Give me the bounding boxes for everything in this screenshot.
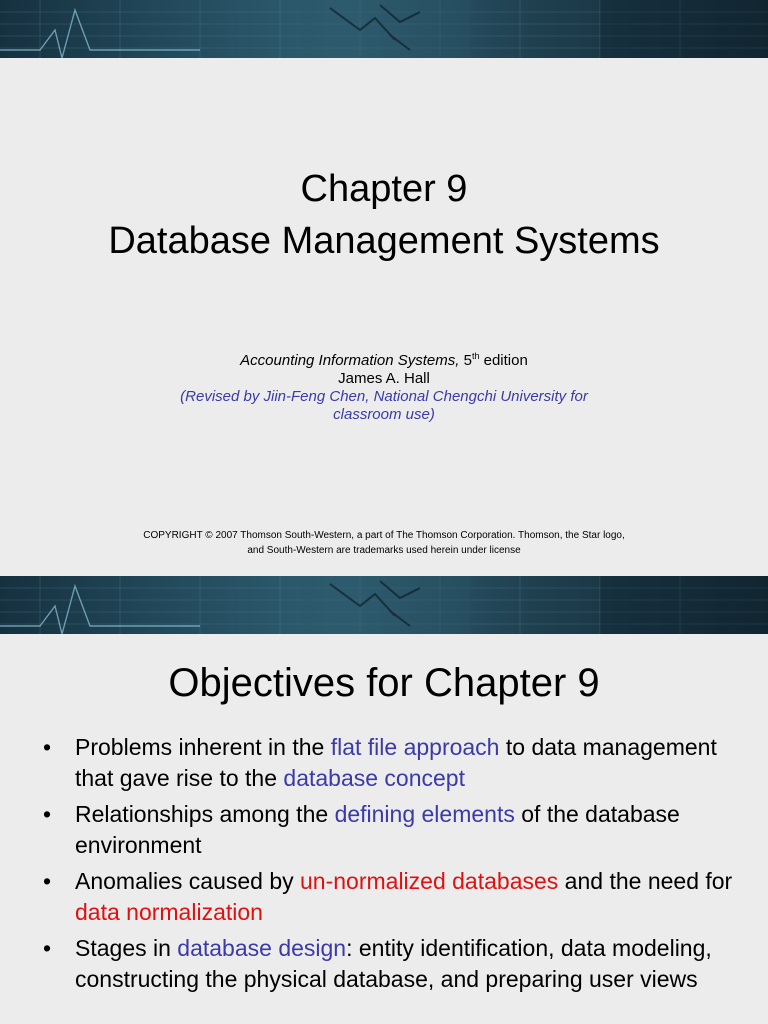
bullet-text: Relationships among the — [75, 801, 335, 827]
banner-graphic — [0, 576, 768, 634]
objectives-list — [43, 732, 743, 1000]
title-line-subject: Database Management Systems — [108, 220, 660, 262]
bullet-icon: • — [43, 868, 52, 894]
top-banner-image — [0, 0, 768, 58]
revision-note-line2: classroom use) — [333, 406, 435, 423]
objectives-slide — [0, 634, 768, 1024]
copyright-line1: COPYRIGHT © 2007 Thomson South-Western, a part of The Thomson Corporation. Thomson, the Star logo, — [143, 530, 625, 541]
list-item — [43, 866, 743, 927]
highlight-term: database design — [177, 935, 347, 961]
copyright-notice — [0, 528, 768, 558]
revision-note-line1: (Revised by Jiin-Feng Chen, National Chengchi University for — [180, 388, 588, 405]
bullet-text: of the database environment — [75, 801, 680, 858]
highlight-term: un-normalized databases — [300, 868, 559, 894]
bullet-text: Anomalies caused by — [75, 868, 301, 894]
author-name: James A. Hall — [338, 370, 430, 387]
edition-number: 5 — [463, 352, 472, 369]
highlight-term: data normalization — [75, 898, 263, 925]
title-slide — [0, 58, 768, 576]
highlight-term: flat file approach — [330, 734, 500, 760]
bullet-icon: • — [43, 734, 52, 760]
bullet-text: Problems inherent in the — [75, 734, 331, 760]
banner-graphic — [0, 0, 768, 58]
book-edition-line — [0, 352, 768, 370]
copyright-line2: and South-Western are trademarks used herein under license — [247, 545, 521, 556]
middle-banner-image — [0, 576, 768, 634]
slide-title — [0, 163, 768, 267]
bullet-text: : entity identification, data modeling, constructing the physical database, and preparing user views — [75, 935, 712, 992]
edition-suffix: th — [471, 351, 480, 361]
bullet-icon: • — [43, 801, 52, 827]
highlight-term: database concept — [283, 764, 465, 791]
list-item — [43, 732, 743, 793]
bullet-text: Stages in — [75, 935, 178, 961]
list-item — [43, 933, 743, 994]
title-line-chapter: Chapter 9 — [300, 168, 468, 210]
highlight-term: defining elements — [334, 801, 515, 827]
list-item — [43, 799, 743, 860]
objectives-title: Objectives for Chapter 9 — [168, 661, 600, 705]
bullet-text: to data management that gave rise to the — [75, 734, 717, 791]
edition-word: edition — [483, 352, 528, 369]
book-title: Accounting Information Systems, — [240, 352, 460, 369]
bullet-icon: • — [43, 935, 52, 961]
book-info — [0, 352, 768, 424]
bullet-text: and the need for — [558, 868, 733, 894]
